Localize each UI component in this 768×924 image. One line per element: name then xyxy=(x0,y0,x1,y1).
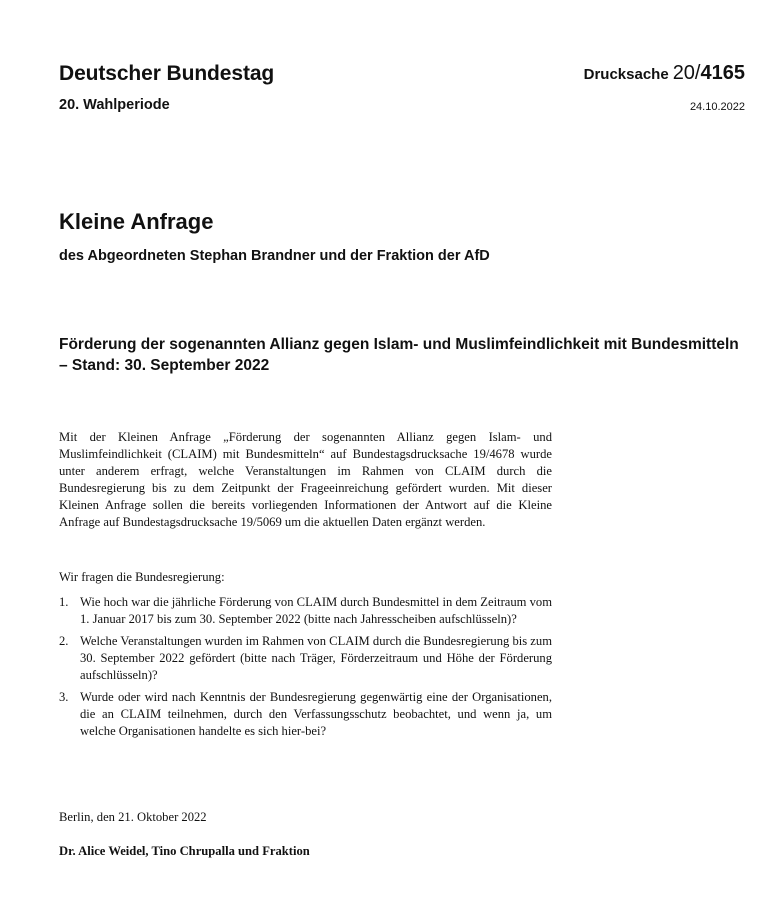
question-number: 2. xyxy=(59,634,69,648)
question-number: 3. xyxy=(59,690,69,704)
question-list xyxy=(59,594,552,745)
drucksache-prefix: 20/ xyxy=(672,62,701,84)
drucksache-label: Drucksache xyxy=(583,66,669,83)
question-text: Welche Veranstaltungen wurden im Rahmen von CLAIM durch die Bundesregierung bis zum 30. September 2022 gefördert (bitte nach Träger, Förderzeitraum und Höhe der Förderung aufschlüsseln)? xyxy=(80,634,552,682)
document-title: Förderung der sogenannten Allianz gegen Islam- und Muslimfeindlichkeit mit Bundesmitteln – Stand: 30. September 2022 xyxy=(59,336,739,374)
document-date: 24.10.2022 xyxy=(689,101,745,113)
intro-paragraph: Mit der Kleinen Anfrage „Förderung der sogenannten Allianz gegen Islam- und Muslimfeindlichkeit (CLAIM) mit Bundesmitteln“ auf Bundestagsdrucksache 19/4678 wurde unter anderem erfragt, welche Veranstaltungen im Rahmen von CLAIM durch die Bundesregierung bis zu dem Zeitpunkt der Frageeinreichung gefördert wurden. Mit dieser Kleinen Anfrage sollen die bereits vorliegenden Informationen der Antwort auf die Kleine Anfrage auf Bundestagsdrucksache 19/5069 um die aktuellen Daten ergänzt werden. xyxy=(59,430,552,529)
signature-line: Dr. Alice Weidel, Tino Chrupalla und Fraktion xyxy=(59,844,310,858)
list-item xyxy=(59,633,552,684)
list-item xyxy=(59,689,552,740)
question-text: Wurde oder wird nach Kenntnis der Bundesregierung gegenwärtig eine der Organisationen, die an CLAIM teilnehmen, durch den Verfassungsschutz beobachtet, und wenn ja, um welche Organisationen handelte es sich hier-bei? xyxy=(80,690,552,738)
document-type: Kleine Anfrage xyxy=(59,209,214,234)
drucksache-number xyxy=(584,62,745,85)
place-and-date: Berlin, den 21. Oktober 2022 xyxy=(59,810,207,824)
question-text: Wie hoch war die jährliche Förderung von CLAIM durch Bundesmittel in dem Zeitraum vom 1. Januar 2017 bis zum 30. September 2022 (bitte nach Jahresscheiben aufschlüsseln)? xyxy=(80,595,552,626)
drucksache-suffix: 4165 xyxy=(700,62,745,84)
question-number: 1. xyxy=(59,595,69,609)
document-authors: des Abgeordneten Stephan Brandner und der Fraktion der AfD xyxy=(59,248,490,264)
institution-name: Deutscher Bundestag xyxy=(59,62,275,85)
electoral-period: 20. Wahlperiode xyxy=(59,97,170,113)
list-item xyxy=(59,594,552,628)
question-lead: Wir fragen die Bundesregierung: xyxy=(59,570,225,584)
